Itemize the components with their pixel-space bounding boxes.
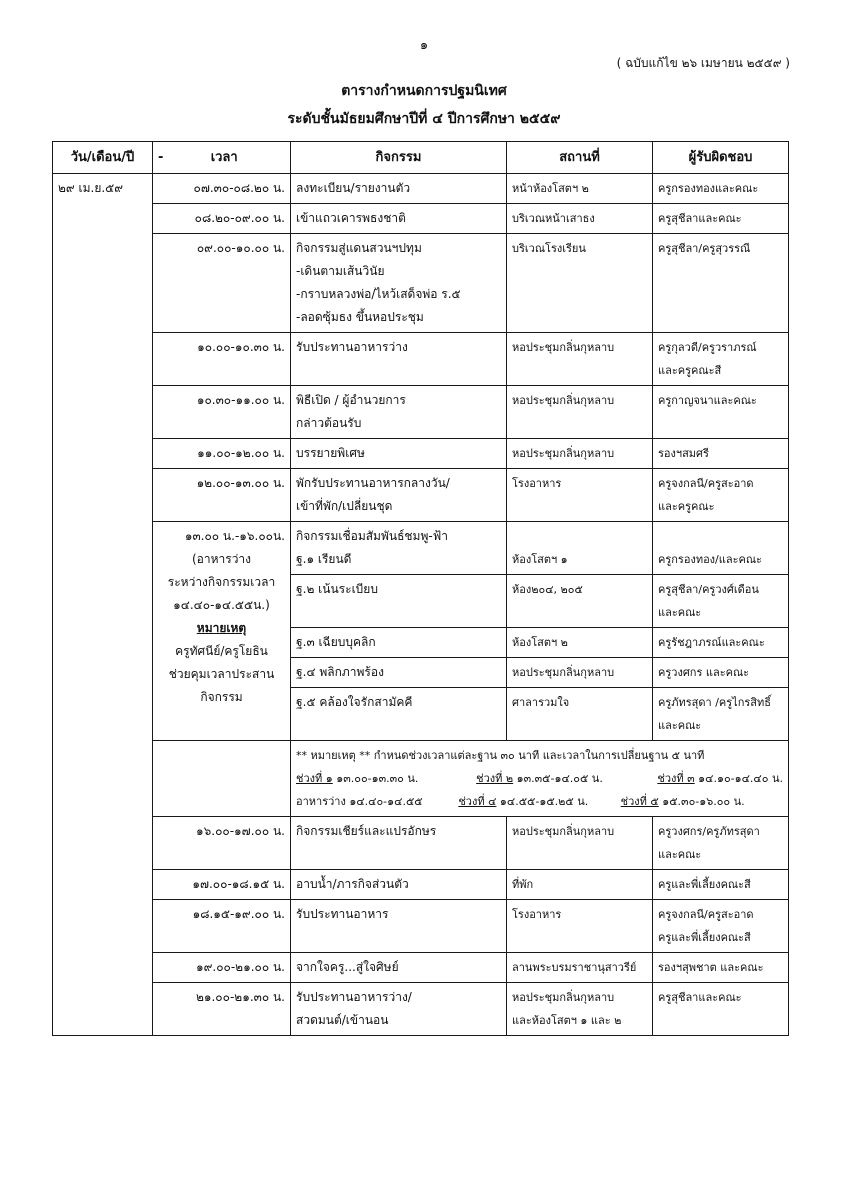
afternoon-time-line: ๑๔.๔๐-๑๔.๕๕น.): [173, 598, 270, 612]
note-slot: [621, 790, 783, 813]
responsible-cell: [653, 204, 789, 234]
activity-line: รับประทานอาหารว่าง/: [296, 990, 412, 1004]
responsible-cell: [653, 522, 789, 575]
activity-line: พิธีเปิด / ผู้อำนวยการ: [296, 393, 406, 407]
note-label: หมายเหตุ: [196, 621, 247, 635]
note-slot-time: ๑๔.๑๐-๑๔.๔๐ น.: [694, 772, 783, 785]
responsible-line: ครูรัชฎาภรณ์และคณะ: [658, 636, 765, 649]
place-cell: [507, 234, 653, 333]
note-slot-label: ช่วงที่ ๔: [458, 795, 497, 808]
responsible-line: ครูสุชีลา/ครูสุวรรณี: [658, 242, 751, 255]
activity-line: เข้าที่พัก/เปลี่ยนชุด: [296, 499, 393, 513]
responsible-line: และคณะ: [658, 606, 702, 619]
place-cell: [507, 386, 653, 439]
responsible-line: ครูกาญจนาและคณะ: [658, 394, 757, 407]
activity-cell: [291, 900, 507, 953]
responsible-line: ครูกรองทอง/และคณะ: [658, 553, 762, 566]
note-slot-label: ช่วงที่ ๑: [296, 772, 333, 785]
station-prefix: ฐ: [296, 635, 303, 649]
place-cell: [507, 870, 653, 900]
time-cell: ๐๘.๒๐-๐๙.๐๐ น.: [153, 204, 291, 234]
activity-line: กล่าวต้อนรับ: [296, 416, 362, 430]
responsible-line: และครูคณะสี: [658, 364, 722, 377]
station-label: [296, 661, 501, 684]
place-cell: [507, 174, 653, 204]
activity-cell: [291, 439, 507, 469]
afternoon-time-line: ๑๓.๐๐ น.-๑๖.๐๐น.: [184, 529, 285, 543]
header-responsible: ผู้รับผิดชอบ: [653, 142, 789, 174]
note-slot-time: ๑๕.๓๐-๑๖.๐๐ น.: [658, 795, 745, 808]
station-label: [296, 691, 501, 714]
activity-cell: [291, 688, 507, 741]
responsible-line: ครูกุลวดี/ครูวราภรณ์: [658, 341, 757, 354]
time-cell: ๐๙.๐๐-๑๐.๐๐ น.: [153, 234, 291, 333]
station-label: [296, 631, 501, 654]
activity-cell: [291, 204, 507, 234]
activity-cell: [291, 174, 507, 204]
afternoon-time-cell: [153, 522, 291, 741]
activity-cell: [291, 234, 507, 333]
table-row: [53, 900, 789, 953]
note-slot-time: ๑๓.๓๕-๑๔.๐๕ น.: [513, 772, 603, 785]
note-slots: [296, 767, 783, 813]
place-line: บริเวณโรงเรียน: [512, 242, 586, 255]
place-cell: [507, 817, 653, 870]
responsible-cell: [653, 688, 789, 741]
activity-line: อาบน้ำ/ภารกิจส่วนตัว: [296, 877, 409, 891]
station-label: [296, 578, 501, 601]
afternoon-time-line: ระหว่างกิจกรรมเวลา: [167, 575, 276, 589]
activity-cell: [291, 658, 507, 688]
responsible-cell: [653, 870, 789, 900]
table-body: [53, 174, 789, 1036]
responsible-cell: [653, 983, 789, 1036]
responsible-line: ครูสุชีลาและคณะ: [658, 991, 742, 1004]
place-line: โรงอาหาร: [512, 908, 562, 921]
place-cell: ห้องโสตฯ ๒: [507, 628, 653, 658]
place-cell: [507, 983, 653, 1036]
header-time: [153, 142, 291, 174]
note-slot: [458, 790, 620, 813]
table-header-row: [53, 142, 789, 174]
time-cell: ๑๒.๐๐-๑๓.๐๐ น.: [153, 469, 291, 522]
table-row: [53, 234, 789, 333]
schedule-table: [52, 141, 789, 1036]
time-cell: ๑๗.๐๐-๑๘.๑๕ น.: [153, 870, 291, 900]
activity-line: รับประทานอาหาร: [296, 907, 389, 921]
table-row: [53, 953, 789, 983]
place-line: หอประชุมกลิ่นกุหลาบ: [512, 447, 615, 460]
station-label: [296, 548, 501, 571]
activity-line: กิจกรรมสู่แดนสวนฯปทุม: [296, 241, 422, 255]
place-line: หอประชุมกลิ่นกุหลาบ: [512, 394, 615, 407]
table-row: [53, 174, 789, 204]
activity-line: บรรยายพิเศษ: [296, 446, 365, 460]
place-cell: หอประชุมกลิ่นกุหลาบ: [507, 658, 653, 688]
station-prefix: ฐ: [296, 582, 303, 596]
header-place: สถานที่: [507, 142, 653, 174]
responsible-line: ครูวงศกร/ครูภัทรสุดา: [658, 825, 760, 838]
note-slot-time: ๑๔.๕๕-๑๕.๒๕ น.: [496, 795, 589, 808]
document-subtitle: ระดับชั้นมัธยมศึกษาปีที่ ๔ ปีการศึกษา ๒๕๕๙: [287, 111, 561, 127]
activity-intro: กิจกรรมเชื่อมสัมพันธ์ชมพู-ฟ้า: [296, 529, 448, 543]
station-name: .๓ เฉียบบุคลิก: [302, 635, 376, 649]
responsible-line: และคณะ: [658, 719, 702, 732]
station-name: .๒ เน้นระเบียบ: [302, 582, 378, 596]
responsible-line: และคณะ: [658, 848, 702, 861]
table-row-afternoon: [53, 522, 789, 575]
responsible-line: ครูจงกลนี/ครูสะอาด: [658, 477, 754, 490]
place-cell: ห้อง๒๐๔, ๒๐๕: [507, 575, 653, 628]
time-cell: ๒๑.๐๐-๒๑.๓๐ น.: [153, 983, 291, 1036]
place-line: โรงอาหาร: [512, 477, 562, 490]
place-line: หอประชุมกลิ่นกุหลาบ: [512, 991, 615, 1004]
responsible-line: ครูจงกลนี/ครูสะอาด: [658, 908, 754, 921]
place-cell: [507, 204, 653, 234]
responsible-cell: [653, 900, 789, 953]
station-prefix: ฐ: [296, 695, 303, 709]
note-time-cell: [153, 741, 291, 817]
responsible-cell: [653, 333, 789, 386]
responsible-cell: [653, 628, 789, 658]
afternoon-note-line: ช่วยคุมเวลาประสาน: [168, 667, 275, 681]
note-line: ** หมายเหตุ ** กำหนดช่วงเวลาแต่ละฐาน ๓๐ นาที และเวลาในการเปลี่ยนฐาน ๕ นาที: [296, 749, 705, 762]
page-number: ๑: [419, 38, 429, 53]
activity-cell: [291, 953, 507, 983]
date-cell: ๒๙ เม.ย.๕๙: [53, 174, 153, 1036]
responsible-line: ครูและพี่เลี้ยงคณะสี: [658, 878, 751, 891]
note-slot: [296, 790, 458, 813]
note-slot-label: ช่วงที่ ๕: [620, 795, 659, 808]
table-row: [53, 333, 789, 386]
table-row: [53, 469, 789, 522]
header-date: วัน/เดือน/ปี: [53, 142, 153, 174]
activity-line: สวดมนต์/เข้านอน: [296, 1013, 389, 1027]
note-slot-label: ช่วงที่ ๒: [476, 772, 514, 785]
time-cell: ๑๖.๐๐-๑๗.๐๐ น.: [153, 817, 291, 870]
activity-cell: [291, 870, 507, 900]
table-row-note: [53, 741, 789, 817]
station-note-cell: [291, 741, 789, 817]
activity-line: พักรับประทานอาหารกลางวัน/: [296, 476, 450, 490]
responsible-line: และครูคณะ: [658, 500, 715, 513]
responsible-cell: [653, 439, 789, 469]
afternoon-note-line: กิจกรรม: [200, 690, 243, 704]
place-line: หอประชุมกลิ่นกุหลาบ: [512, 341, 615, 354]
table-row: [53, 983, 789, 1036]
responsible-cell: [653, 575, 789, 628]
afternoon-note-line: ครูทัศนีย์/ครูโยธิน: [175, 644, 268, 658]
activity-line: ลงทะเบียน/รายงานตัว: [296, 181, 411, 195]
place-cell: [507, 953, 653, 983]
place-line: ห้องโสตฯ ๑: [512, 553, 568, 566]
note-slot-time: อาหารว่าง ๑๔.๔๐-๑๔.๕๕: [296, 795, 423, 808]
responsible-line: ครูภัทรสุดา /ครูไกรสิทธิ์: [658, 696, 771, 709]
responsible-line: รองฯสุพชาต และคณะ: [658, 961, 764, 974]
header-activity: กิจกรรม: [291, 142, 507, 174]
place-cell: [507, 900, 653, 953]
activity-line: -เดินตามเส้นวินัย: [296, 264, 385, 278]
station-name: .๔ พลิกภาพร้อง: [302, 665, 384, 679]
afternoon-time-line: (อาหารว่าง: [191, 552, 252, 566]
responsible-cell: [653, 234, 789, 333]
note-slot: [621, 767, 783, 790]
activity-cell: [291, 522, 507, 575]
header-dash: -: [158, 150, 164, 165]
table-row: [53, 870, 789, 900]
responsible-line: ครูและพี่เลี้ยงคณะสี: [658, 931, 751, 944]
responsible-cell: [653, 953, 789, 983]
place-cell: [507, 522, 653, 575]
responsible-line: รองฯสมศรี: [658, 447, 709, 460]
table-row: [53, 817, 789, 870]
time-cell: ๑๐.๐๐-๑๐.๓๐ น.: [153, 333, 291, 386]
activity-line: รับประทานอาหารว่าง: [296, 340, 408, 354]
header-time-label: เวลา: [210, 150, 238, 165]
responsible-cell: [653, 817, 789, 870]
table-row: [53, 386, 789, 439]
place-line: ลานพระบรมราชานุสาวรีย์: [512, 961, 637, 974]
responsible-cell: [653, 386, 789, 439]
place-cell: ศาลารวมใจ: [507, 688, 653, 741]
station-prefix: ฐ: [296, 552, 303, 566]
activity-line: เข้าแถวเคารพธงชาติ: [296, 211, 406, 225]
place-cell: [507, 469, 653, 522]
station-prefix: ฐ: [296, 665, 303, 679]
responsible-cell: [653, 174, 789, 204]
place-cell: [507, 333, 653, 386]
time-cell: ๑๘.๑๕-๑๙.๐๐ น.: [153, 900, 291, 953]
time-cell: ๑๙.๐๐-๒๑.๐๐ น.: [153, 953, 291, 983]
station-name: .๕ คล้องใจรักสามัคคี: [302, 695, 413, 709]
responsible-line: ครูสุชีลาและคณะ: [658, 212, 742, 225]
table-row: [53, 204, 789, 234]
time-cell: ๑๑.๐๐-๑๒.๐๐ น.: [153, 439, 291, 469]
place-line: และห้องโสตฯ ๑ และ ๒: [512, 1014, 622, 1027]
place-cell: [507, 439, 653, 469]
responsible-line: ครูวงศกร และคณะ: [658, 666, 750, 679]
activity-cell: [291, 628, 507, 658]
document-title: ตารางกำหนดการปฐมนิเทศ: [341, 83, 507, 99]
place-line: บริเวณหน้าเสาธง: [512, 212, 595, 225]
activity-line: กิจกรรมเชียร์และแปรอักษร: [296, 824, 437, 838]
time-cell: ๑๐.๓๐-๑๑.๐๐ น.: [153, 386, 291, 439]
activity-cell: [291, 333, 507, 386]
activity-cell: [291, 469, 507, 522]
activity-cell: [291, 983, 507, 1036]
place-line: หน้าห้องโสตฯ ๒: [512, 182, 589, 195]
revision-note: ( ฉบับแก้ไข ๒๖ เมษายน ๒๕๕๙ ): [616, 56, 790, 70]
activity-cell: [291, 575, 507, 628]
place-line: หอประชุมกลิ่นกุหลาบ: [512, 825, 615, 838]
note-slot-label: ช่วงที่ ๓: [657, 772, 695, 785]
note-slot: [296, 767, 458, 790]
activity-cell: [291, 386, 507, 439]
table-row: [53, 439, 789, 469]
responsible-line: ครูสุชีลา/ครูวงศ์เดือน: [658, 583, 759, 596]
responsible-line: ครูกรองทองและคณะ: [658, 182, 759, 195]
place-line: ที่พัก: [512, 878, 534, 891]
activity-cell: [291, 817, 507, 870]
responsible-cell: [653, 658, 789, 688]
activity-line: -กราบหลวงพ่อ/ไหว้เสด็จพ่อ ร.๕: [296, 287, 461, 301]
activity-line: -ลอดซุ้มธง ขึ้นหอประชุม: [296, 310, 424, 324]
activity-line: จากใจครู...สู่ใจศิษย์: [296, 960, 399, 974]
time-cell: ๐๗.๓๐-๐๘.๒๐ น.: [153, 174, 291, 204]
responsible-cell: [653, 469, 789, 522]
note-slot: [458, 767, 620, 790]
note-slot-time: ๑๓.๐๐-๑๓.๓๐ น.: [332, 772, 419, 785]
station-name: .๑ เรียนดี: [302, 552, 352, 566]
